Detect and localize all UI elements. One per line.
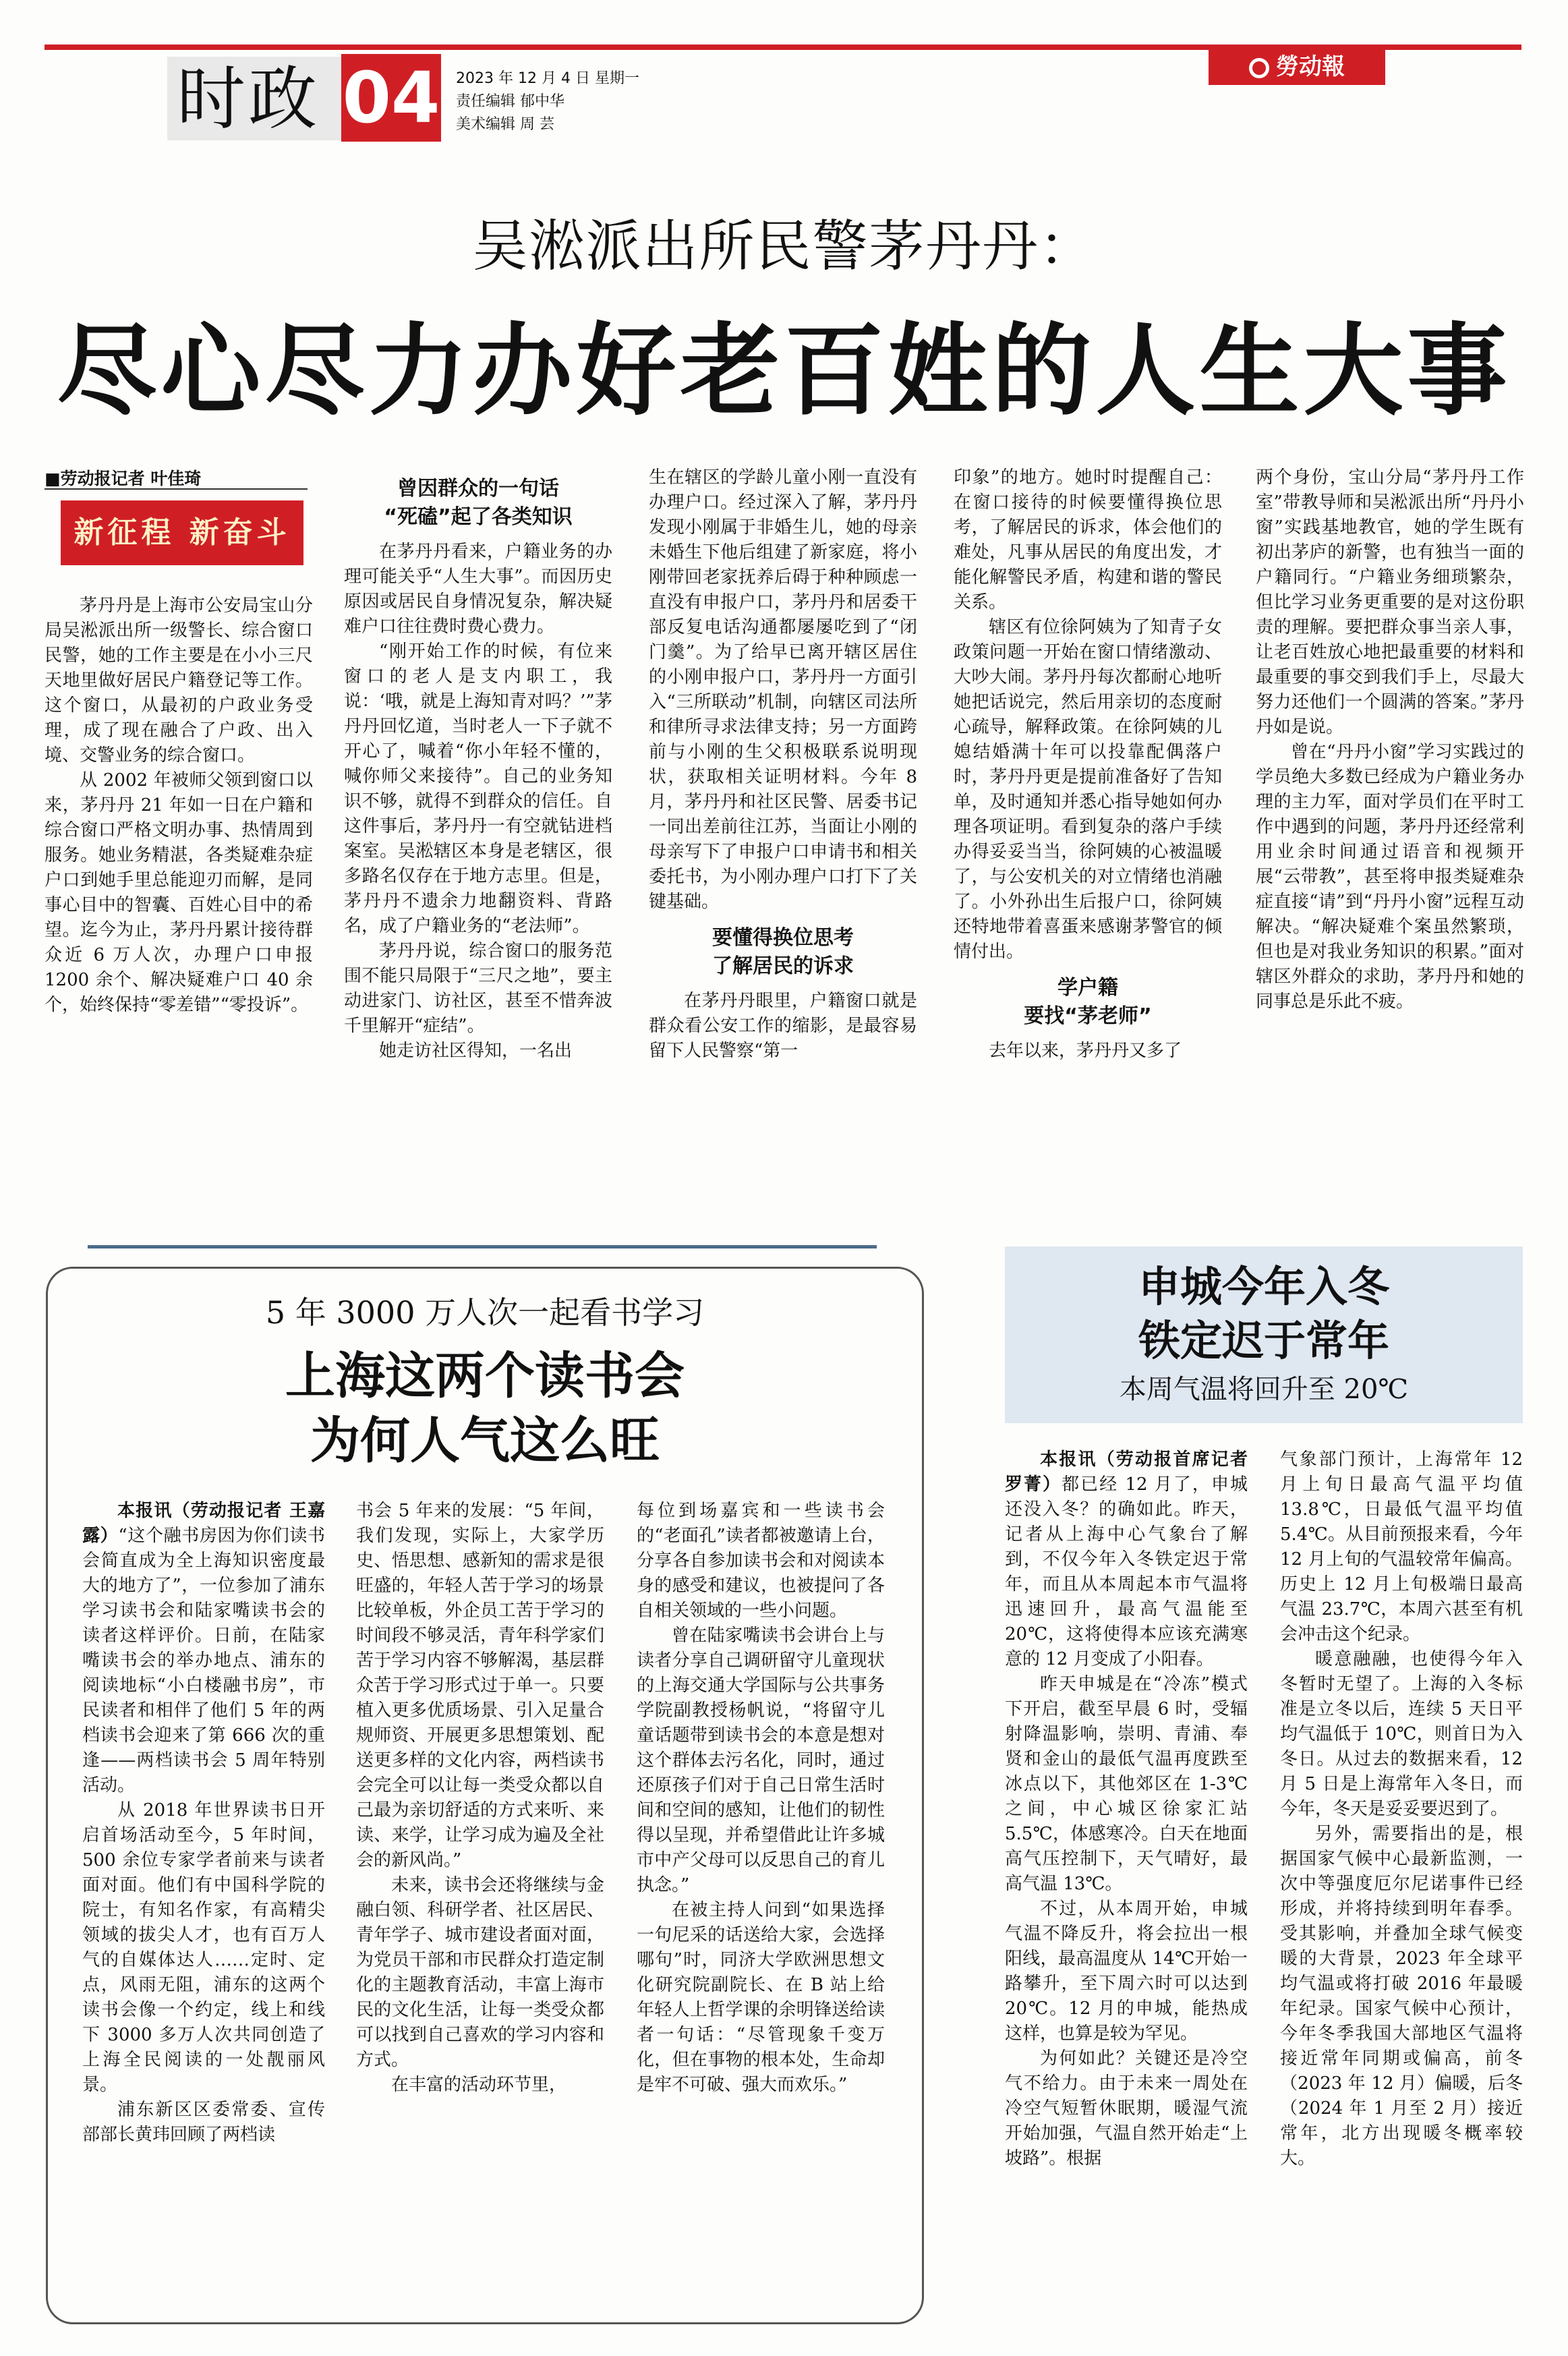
subheading-line: 曾因群众的一句话 [397,477,559,500]
paragraph: 茅丹丹说，综合窗口的服务范围不能只局限于“三尺之地”，要主动进家门、访社区，甚至不惜奔波千里解开“症结”。 [344,941,612,1036]
paragraph: 另外，需要指出的是，根据国家气候中心最新监测，一次中等强度厄尔尼诺事件已经形成，并将持续到明年春季。受其影响，并叠加全球气候变暖的大背景，2023 年全球平均气温或将打破 2016 年最暖年纪录。国家气候中心预计，今年冬季我国大部地区气温将接近常年同期或偏高，前冬（2023 年 12 月）偏暖，后冬（2024 年 1 月至 2 月）接近常年，北方出现暖冬概率较大。 [1280,1824,1523,2168]
paragraph: 生在辖区的学龄儿童小刚一直没有办理户口。经过深入了解，茅丹丹发现小刚属于非婚生儿，她的母亲未婚生下他后组建了新家庭，将小刚带回老家抚养后碍于种种顾虑一直没有申报户口，茅丹丹和居委干部反复电话沟通都屡屡吃到了“闭门羹”。为了给早已离开辖区居住的小刚申报户口，茅丹丹一方面引入“三所联动”机制，向辖区司法所和律所寻求法律支持；另一方面跨前与小刚的生父积极联系说明现状，获取相关证明材料。今年 8 月，茅丹丹和社区民警、居委书记一同出差前往江苏，当面让小刚的母亲写下了申报户口申请书和相关委托书，为小刚办理户口打下了关键基础。 [649,467,917,912]
reading-kicker: 5 年 3000 万人次一起看书学习 [265,1294,705,1331]
lead-column-4 [954,465,1222,1064]
paragraph: “刚开始工作的时候，有位来窗口的老人是支内职工，我说：‘哦，就是上海知青对吗？’”茅丹丹回忆道，当时老人一下子就不开心了，喊着“你小年轻不懂的，喊你师父来接待”。自己的业务知识不够，就得不到群众的信任。自这件事后，茅丹丹一有空就钻进档案室。吴淞辖区本身是老辖区，很多路名仅存在于地方志里。但是，茅丹丹不遗余力地翻资料、背路名，成了户籍业务的“老法师”。 [344,641,612,936]
paragraph: 曾在陆家嘴读书会讲台上与读者分享自己调研留守儿童现状的上海交通大学国际与公共事务学院副教授杨帆说，“将留守儿童话题带到读书会的本意是想对这个群体去污名化，同时，通过还原孩子们对于自己日常生活时间和空间的感知，让他们的韧性得以呈现，并希望借此让许多城市中产父母可以反思自己的育儿执念。” [637,1626,885,1895]
paragraph: 不过，从本周开始，申城气温不降反升，将会拉出一根阳线，最高温度从 14℃开始一路攀升，至下周六时可以达到 20℃。12 月的申城，能热成这样，也算是较为罕见。 [1005,1899,1248,2044]
reading-title [46,1344,924,1473]
paragraph: 在丰富的活动环节里， [391,2075,567,2095]
paragraph: 在茅丹丹看来，户籍业务的办理可能关乎“人生大事”。而因历史原因或居民自身情况复杂，解决疑难户口往往费时费心费力。 [344,542,612,637]
subheading [954,974,1222,1031]
byline-rule [45,488,308,490]
reading-column-3 [637,1499,885,2098]
section-label: 时政 [177,59,320,140]
paragraph: 从 2018 年世界读书日开启首场活动至今，5 年时间，500 余位专家学者前来与读者面对面。他们有中国科学院的院士，有知名作家，有高精尖领域的拔尖人才，也有百万人气的自媒体达人……定时、定点，风雨无阻，浦东的这两个读书会像一个约定，线上和线下 3000 多万人次共同创造了上海全民阅读的一处靓丽风景。 [82,1800,325,2095]
paragraph: 她走访社区得知，一名出 [379,1041,573,1061]
page-meta [456,67,639,136]
paragraph [82,1499,325,1798]
subheading [649,924,917,981]
reading-title-line: 上海这两个读书会 [285,1347,685,1405]
paragraph: 未来，读书会还将继续与金融白领、科研学者、社区居民、青年学子、城市建设者面对面，为党员干部和市民群众打造定制化的主题教育活动，丰富上海市民的文化生活，让每一类受众都可以找到自己喜欢的学习内容和方式。 [356,1875,604,2070]
paragraph: 暖意融融，也使得今年入冬暂时无望了。上海的入冬标准是立冬以后，连续 5 天日平均气温低于 10℃，则首日为入冬日。从过去的数据来看，12 月 5 日是上海常年入冬日，而今年，冬天是妥妥要迟到了。 [1280,1649,1523,1819]
lead-column-1 [45,594,313,1018]
paragraph: 每位到场嘉宾和一些读书会的“老面孔”读者都被邀请上台，分享各自参加读书会和对阅读本身的感受和建议，也被提问了各自相关领域的一些小问题。 [637,1501,885,1621]
lead-column-5 [1256,465,1524,1014]
page-number: 04 [341,54,441,142]
weather-byline: 本报讯（劳动报首席记者 罗菁） [1005,1449,1248,1495]
reading-column-1 [82,1499,325,2148]
paragraph: 印象”的地方。她时时提醒自己：在窗口接待的时候要懂得换位思考，了解居民的诉求，体会他们的难处，凡事从居民的角度出发，才能化解警民矛盾，构建和谐的警民关系。 [954,467,1222,612]
paragraph: 曾在“丹丹小窗”学习实践过的学员绝大多数已经成为户籍业务办理的主力军，面对学员们在平时工作中遇到的问题，茅丹丹还经常利用业余时间通过语音和视频开展“云带教”，甚至将申报类疑难杂症直接“请”到“丹丹小窗”远程互动解决。“解决疑难个案虽然繁琐，但也是对我业务知识的积累。”面对辖区外群众的求助，茅丹丹和她的同事总是乐此不疲。 [1256,742,1524,1012]
paragraph: 辖区有位徐阿姨为了知青子女政策问题一开始在窗口情绪激动、大吵大闹。茅丹丹每次都耐心地听她把话说完，然后用亲切的态度耐心疏导，解释政策。在徐阿姨的儿媳结婚满十年可以投靠配偶落户时，茅丹丹更是提前准备好了告知单，及时通知并悉心指导她如何办理各项证明。看到复杂的落户手续办得妥妥当当，徐阿姨的心被温暖了，与公安机关的对立情绪也消融了。小外孙出生后报户口，徐阿姨还特地带着喜蛋来感谢茅警官的倾情付出。 [954,617,1222,962]
campaign-tag: 新征程 新奋斗 [61,500,303,565]
subheading-line: 了解居民的诉求 [712,954,854,978]
paragraph-text: 都已经 12 月了，申城还没入冬？的确如此。昨天，记者从上海中心气象台了解到，不仅今年入冬铁定迟于常年，而且从本周起本市气温将迅速回升，最高气温能至 20℃，这将使得本应该充满寒意的 12 月变成了小阳春。 [1005,1474,1248,1669]
reading-title-line: 为何人气这么旺 [310,1412,660,1470]
paragraph: 昨天申城是在“冷冻”模式下开启，截至早晨 6 时，受辐射降温影响，崇明、青浦、奉贤和金山的最低气温再度跌至冰点以下，其他郊区在 1-3℃之间，中心城区徐家汇站 5.5℃，体感寒冷。白天在地面高气压控制下，天气晴好，最高气温 13℃。 [1005,1674,1248,1894]
reading-byline: 本报讯（劳动报记者 王嘉露） [82,1501,325,1546]
lead-byline: ■劳动报记者 叶佳琦 [45,469,202,488]
weather-subtitle: 本周气温将回升至 20℃ [1119,1374,1409,1405]
subheading-line: 要懂得换位思考 [712,926,854,950]
paragraph: 为何如此？关键还是冷空气不给力。由于未来一周处在冷空气短暂休眠期，暖湿气流开始加强，气温自然开始走“上坡路”。根据 [1005,2048,1248,2168]
paragraph: 浦东新区区委常委、宣传部部长黄玮回顾了两档读 [82,2100,325,2145]
reading-column-2 [356,1499,604,2098]
paragraph: 气象部门预计，上海常年 12 月上旬日最高气温平均值 13.8℃，日最低气温平均值 5.4℃。从目前预报来看，今年 12 月上旬的气温较常年偏高。历史上 12 月上旬极端日最高气温 23.7℃，本周六甚至有机会冲击这个纪录。 [1280,1449,1523,1644]
paragraph-text: “这个融书房因为你们读书会简直成为全上海知识密度最大的地方了”，一位参加了浦东学习读书会和陆家嘴读书会的读者这样评价。日前，在陆家嘴读书会的举办地点、浦东的阅读地标“小白楼融书房”，市民读者和相伴了他们 5 年的两档读书会迎来了第 666 次的重逢——两档读书会 5 周年特别活动。 [82,1526,325,1795]
newspaper-logo [1209,49,1385,85]
weather-column-2 [1280,1447,1523,2171]
art-editor-line: 美术编辑 周 芸 [456,116,554,133]
subheading [344,475,612,531]
reading-top-rule [88,1245,877,1248]
lead-headline: 尽心尽力办好老百姓的人生大事 [57,312,1511,429]
paragraph: 从 2002 年被师父领到窗口以来，茅丹丹 21 年如一日在户籍和综合窗口严格文明办事、热情周到服务。她业务精湛，各类疑难杂症户口到她手里总能迎刃而解，是同事心目中的智囊、百姓心目中的希望。迄今为止，茅丹丹累计接待群众近 6 万人次，办理户口申报 1200 余个、解决疑难户口 40 余个，始终保持“零差错”“零投诉”。 [45,770,313,1015]
subheading-line: “死磕”起了各类知识 [384,505,573,529]
paragraph [1005,1447,1248,1672]
weather-title [1005,1260,1523,1368]
paragraph: 在茅丹丹眼里，户籍窗口就是群众看公安工作的缩影，是最容易留下人民警察“第一 [649,991,917,1061]
logo-text: 勞动報 [1276,53,1345,80]
paragraph: 书会 5 年来的发展：“5 年间，我们发现，实际上，大家学历史、悟思想、感新知的需求是很旺盛的，年轻人苦于学习的场景比较单板，外企员工苦于学习的时间段不够灵活，青年科学家们苦于学习内容不够解渴，基层群众苦于学习形式过于单一。只要植入更多优质场景、引入足量合规师资、开展更多思想策划、配送更多样的文化内容，两档读书会完全可以让每一类受众都以自己最为亲切舒适的方式来听、来读、来学，让学习成为遍及全社会的新风尚。” [356,1501,604,1870]
subheading-line: 要找“茅老师” [1024,1004,1152,1028]
weather-title-line: 铁定迟于常年 [1138,1316,1389,1365]
paragraph: 在被主持人问到“如果选择一句尼采的话送给大家，会选择哪句”时，同济大学欧洲思想文化研究院副院长、在 B 站上给年轻人上哲学课的余明锋送给读者一句话：“尽管现象千变万化，但在事物的根本处，生命却是牢不可破、强大而欢乐。” [637,1900,885,2095]
subheading-line: 学户籍 [1057,976,1118,1000]
logo-mark-icon [1249,58,1269,78]
lead-column-2 [344,465,612,1064]
weather-column-1 [1005,1447,1248,2171]
editor-line: 责任编辑 郁中华 [456,93,564,110]
lead-column-3 [649,465,917,1064]
paragraph: 两个身份，宝山分局“茅丹丹工作室”带教导师和吴淞派出所“丹丹小窗”实践基地教官，她的学生既有初出茅庐的新警，也有独当一面的户籍同行。“户籍业务细琐繁杂，但比学习业务更重要的是对这份职责的理解。要把群众事当亲人事，让老百姓放心地把最重要的材料和最重要的事交到我们手上，尽最大努力还他们一个圆满的答案。”茅丹丹如是说。 [1256,467,1524,737]
lead-kicker: 吴淞派出所民警茅丹丹： [472,214,1096,279]
paragraph: 去年以来，茅丹丹又多了 [989,1041,1182,1061]
paragraph: 茅丹丹是上海市公安局宝山分局吴淞派出所一级警长、综合窗口民警，她的工作主要是在小小三尺天地里做好居民户籍登记等工作。这个窗口，从最初的户政业务受理，成了现在融合了户政、出入境、交警业务的综合窗口。 [45,596,313,766]
weather-title-line: 申城今年入冬 [1138,1262,1389,1311]
date-line: 2023 年 12 月 4 日 星期一 [456,70,639,87]
